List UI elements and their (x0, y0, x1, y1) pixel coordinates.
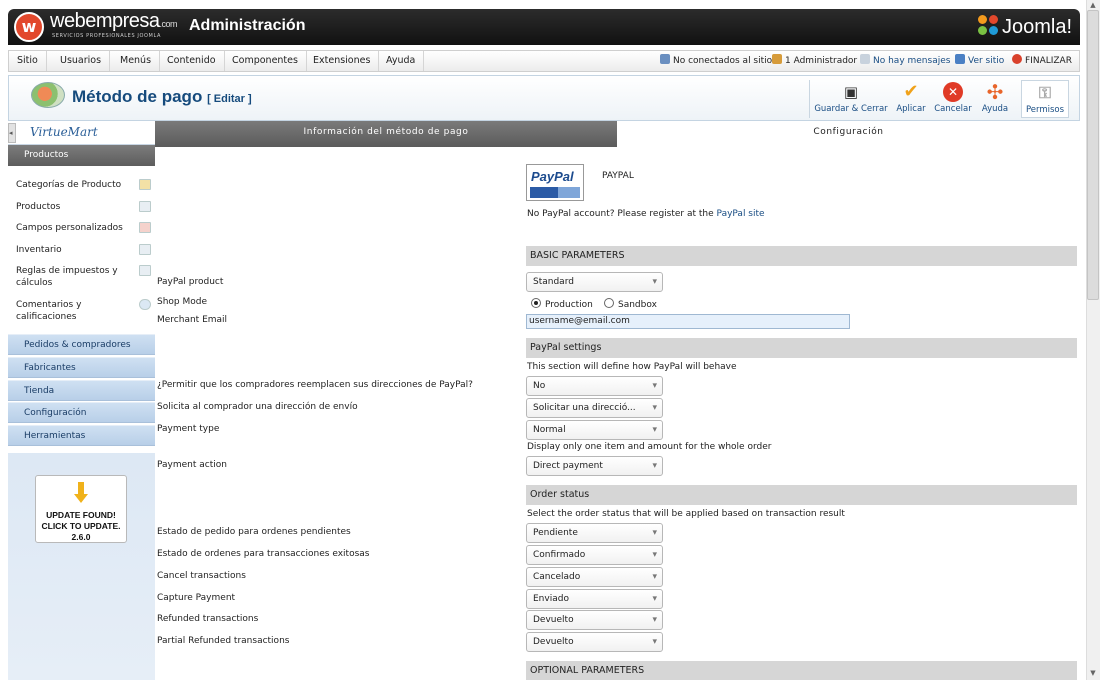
admin-title: Administración (189, 17, 306, 34)
joomla-logo: Joomla! (978, 15, 1072, 39)
sidebar-group-configuration[interactable]: Configuración (8, 402, 155, 423)
status-not-connected: No conectados al sitio (660, 51, 772, 71)
replace-address-select[interactable]: No ▾ (526, 376, 663, 396)
menu-componentes[interactable]: Componentes (224, 51, 307, 71)
menu-menus[interactable]: Menús (112, 51, 160, 71)
paypal-logo-bar-light (558, 187, 580, 198)
download-arrow-icon (74, 482, 88, 504)
scrollbar-thumb[interactable] (1087, 10, 1099, 300)
menu-ayuda[interactable]: Ayuda (378, 51, 424, 71)
shop-mode-label: Shop Mode (157, 297, 208, 307)
message-icon (860, 54, 870, 64)
product-box-icon (139, 201, 151, 212)
shipping-address-select[interactable]: Solicitar una direcció... ▾ (526, 398, 663, 418)
webempresa-logo-icon: w (14, 12, 44, 42)
partial-refunded-select[interactable]: Devuelto ▾ (526, 632, 663, 652)
paypal-site-link[interactable]: PayPal site (716, 209, 765, 219)
sidebar-header (8, 121, 155, 145)
menu-sitio[interactable]: Sitio (9, 51, 47, 71)
view-site-link[interactable]: Ver sitio (955, 51, 1004, 71)
refunded-label: Refunded transactions (157, 614, 259, 624)
order-status-description: Select the order status that will be applied based on transaction result (527, 509, 845, 519)
paypal-logo (526, 164, 584, 201)
payment-type-select[interactable]: Normal ▾ (526, 420, 663, 440)
merchant-email-label: Merchant Email (157, 315, 228, 325)
cancel-button[interactable]: ✕ Cancelar (932, 80, 974, 118)
status-messages[interactable]: No hay mensajes (860, 51, 950, 71)
help-button[interactable]: ✣ Ayuda (976, 80, 1014, 118)
sidebar-group-manufacturers[interactable]: Fabricantes (8, 357, 155, 378)
click-to-update-text: CLICK TO UPDATE. (41, 521, 121, 531)
menu-usuarios[interactable]: Usuarios (52, 51, 110, 71)
sidebar-item-custom-fields[interactable]: Campos personalizados (16, 222, 151, 234)
update-found-text: UPDATE FOUND! (46, 510, 116, 520)
paypal-logo-text: PayPal (531, 169, 574, 184)
custom-fields-icon (139, 222, 151, 233)
page-toolbar (8, 75, 1080, 121)
menu-contenido[interactable]: Contenido (159, 51, 225, 71)
status-success-label: Estado de ordenes para transacciones exitosas (157, 549, 370, 559)
paypal-product-label: PayPal product (157, 277, 224, 287)
section-basic-parameters: BASIC PARAMETERS (526, 246, 1077, 266)
paypal-product-select[interactable]: Standard ▾ (526, 272, 663, 292)
sidebar-group-tools[interactable]: Herramientas (8, 425, 155, 446)
cancel-transactions-select[interactable]: Cancelado ▾ (526, 567, 663, 587)
page-title: Método de pago [ Editar ] (72, 87, 252, 106)
virtuemart-logo: VirtueMart (30, 125, 98, 139)
refunded-select[interactable]: Devuelto ▾ (526, 610, 663, 630)
update-version: 2.6.0 (71, 532, 91, 542)
comment-bubble-icon (139, 299, 151, 310)
folder-icon (139, 179, 151, 190)
payment-action-label: Payment action (157, 460, 227, 470)
shop-mode-production[interactable]: Production (531, 298, 593, 310)
toolbar-divider (809, 80, 810, 118)
lock-icon: ⚿ (1038, 83, 1052, 102)
register-text: No PayPal account? Please register at the PayPal site (527, 209, 765, 219)
save-icon: ▣ (843, 83, 859, 101)
status-success-select[interactable]: Confirmado ▾ (526, 545, 663, 565)
main-menu-bar (8, 50, 1080, 72)
merchant-email-field[interactable]: username@email.com (526, 314, 850, 329)
update-notice-button[interactable] (35, 475, 127, 543)
status-admins: 1 Administrador (772, 51, 857, 71)
inventory-icon (139, 244, 151, 255)
scroll-down-icon[interactable]: ▼ (1090, 669, 1096, 677)
admin-header (8, 9, 1080, 45)
sidebar-item-reviews[interactable]: Comentarios y calificaciones (16, 299, 126, 323)
sidebar-section-productos[interactable]: Productos (8, 145, 155, 166)
capture-payment-label: Capture Payment (157, 593, 236, 603)
calculator-icon (139, 265, 151, 276)
virtuemart-sidebar (8, 121, 155, 680)
payment-action-select[interactable]: Direct payment ▾ (526, 456, 663, 476)
menu-extensiones[interactable]: Extensiones (305, 51, 379, 71)
radio-selected-icon (531, 298, 541, 308)
partial-refunded-label: Partial Refunded transactions (157, 636, 290, 646)
collapse-sidebar-icon[interactable]: ◂ (8, 123, 16, 143)
shop-mode-sandbox[interactable]: Sandbox (604, 298, 657, 310)
radio-unselected-icon (604, 298, 614, 308)
save-close-button[interactable]: ▣ Guardar & Cerrar (813, 80, 889, 118)
scroll-up-icon[interactable]: ▲ (1090, 1, 1096, 9)
capture-payment-select[interactable]: Enviado ▾ (526, 589, 663, 609)
joomla-logo-icon (978, 15, 1000, 37)
brand-name: webempresa.com (50, 10, 178, 32)
status-pending-label: Estado de pedido para ordenes pendientes (157, 527, 351, 537)
payment-name: PAYPAL (602, 171, 634, 181)
tab-payment-info[interactable]: Información del método de pago (155, 121, 617, 147)
payment-method-icon (31, 82, 65, 108)
shipping-address-label: Solicita al comprador una dirección de envío (157, 402, 358, 412)
payment-type-label: Payment type (157, 424, 220, 434)
cancel-transactions-label: Cancel transactions (157, 571, 246, 581)
monitor-icon (955, 54, 965, 64)
logout-link[interactable]: FINALIZAR (1012, 51, 1072, 71)
sidebar-item-tax-rules[interactable]: Reglas de impuestos y cálculos (16, 265, 126, 289)
sidebar-item-inventory[interactable]: Inventario (16, 244, 151, 256)
apply-button[interactable]: ✔ Aplicar (892, 80, 930, 118)
payment-type-description: Display only one item and amount for the whole order (527, 442, 772, 452)
section-paypal-settings: PayPal settings (526, 338, 1077, 358)
status-pending-select[interactable]: Pendiente ▾ (526, 523, 663, 543)
sidebar-item-products[interactable]: Productos (16, 201, 151, 213)
sidebar-group-orders[interactable]: Pedidos & compradores (8, 334, 155, 355)
brand-tagline: SERVICIOS PROFESIONALES JOOMLA (52, 33, 161, 39)
edit-label: [ Editar ] (207, 93, 252, 105)
permissions-button[interactable]: ⚿ Permisos (1021, 80, 1069, 118)
paypal-settings-description: This section will define how PayPal will behave (527, 362, 737, 372)
power-icon (1012, 54, 1022, 64)
sidebar-item-categories[interactable]: Categorías de Producto (16, 179, 151, 191)
sidebar-group-shop[interactable]: Tienda (8, 380, 155, 401)
users-icon (660, 54, 670, 64)
checkmark-icon: ✔ (903, 81, 919, 102)
section-order-status: Order status (526, 485, 1077, 505)
paypal-logo-bar (530, 187, 558, 198)
cancel-icon: ✕ (932, 80, 974, 104)
section-optional-parameters: OPTIONAL PARAMETERS (526, 661, 1077, 680)
admin-user-icon (772, 54, 782, 64)
tab-configuration[interactable]: Configuración (617, 121, 1080, 147)
help-lifebuoy-icon: ✣ (986, 80, 1004, 104)
replace-address-label: ¿Permitir que los compradores reemplacen sus direcciones de PayPal? (157, 380, 473, 390)
